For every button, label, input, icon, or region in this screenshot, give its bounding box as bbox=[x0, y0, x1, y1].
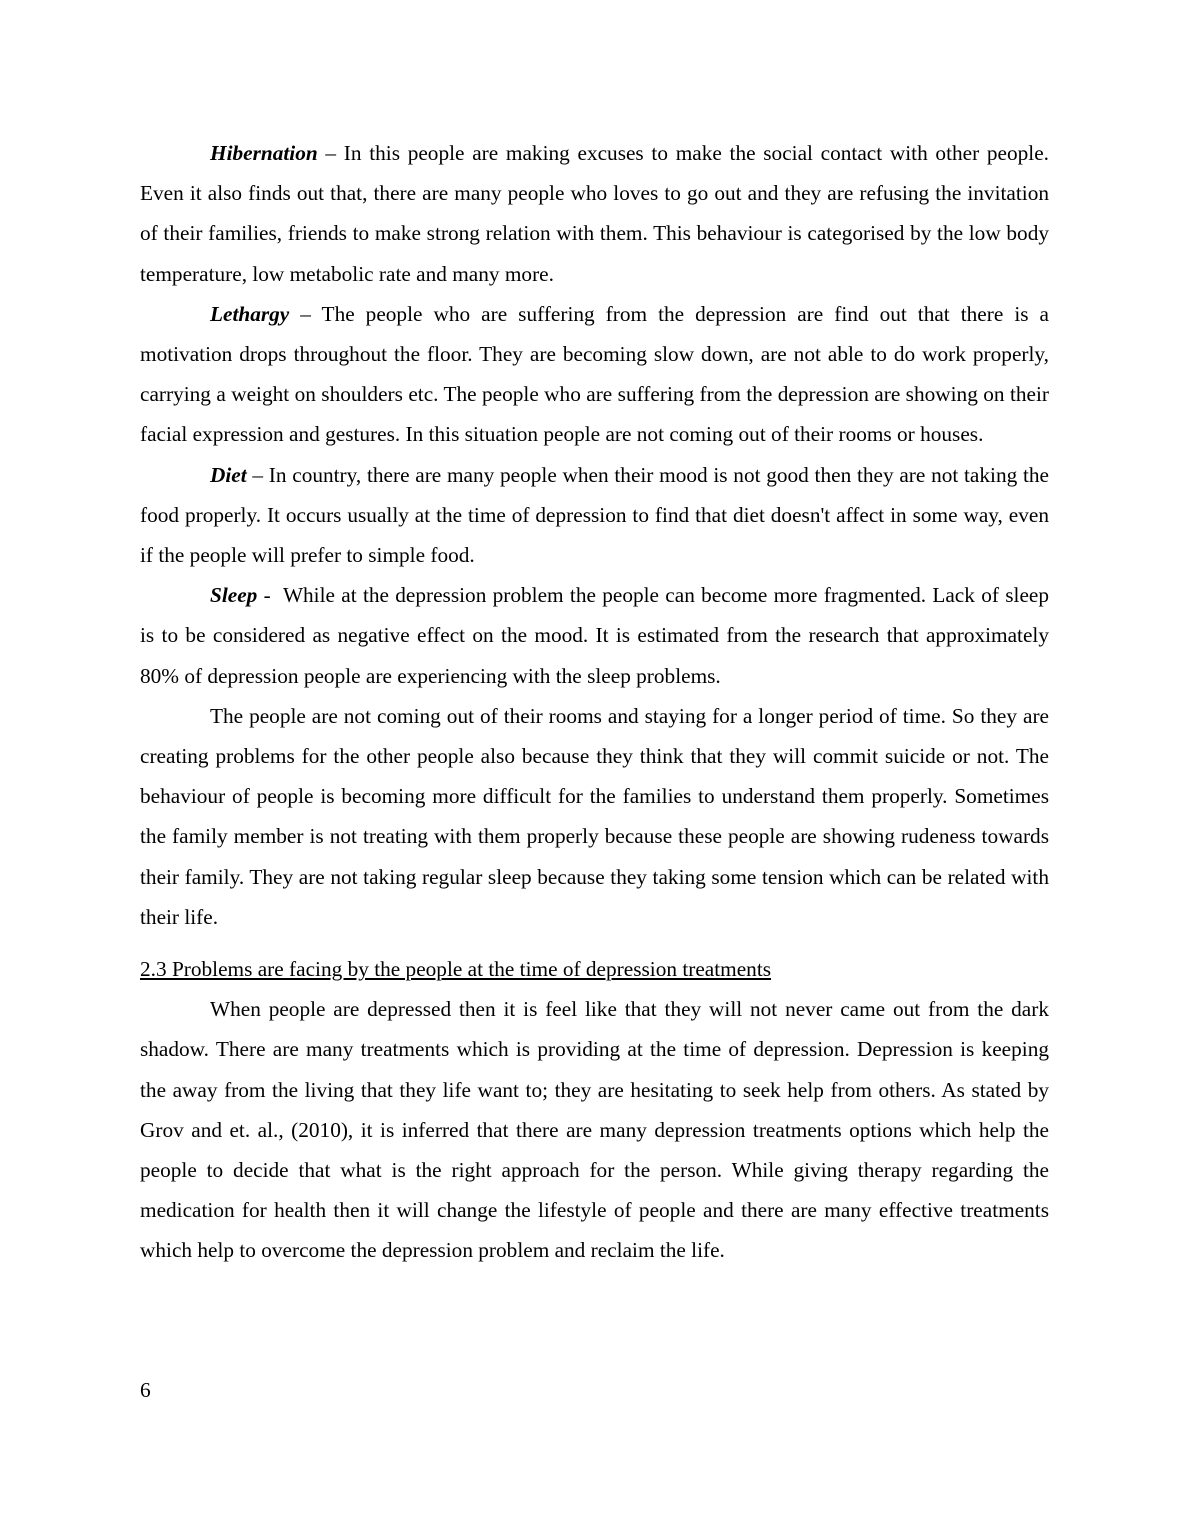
paragraph-hibernation bbox=[140, 133, 1049, 294]
paragraph-treatments: When people are depressed then it is feel like that they will not never came out from the dark shadow. There are many treatments which is providing at the time of depression. Depression is keeping the away from the living that they life want to; they are hesitating to seek help from others. As stated by Grov and et. al., (2010), it is inferred that there are many depression treatments options which help the people to decide that what is the right approach for the person. While giving therapy regarding the medication for health then it will change the lifestyle of people and there are many effective treatments which help to overcome the depression problem and reclaim the life. bbox=[140, 997, 1049, 1263]
paragraph-diet bbox=[140, 455, 1049, 576]
term-diet: Diet bbox=[210, 462, 247, 487]
term-lethargy: Lethargy bbox=[210, 301, 290, 326]
paragraph-behaviour-text: The people are not coming out of their rooms and staying for a longer period of time. So they are creating problems for the other people also because they think that they will commit suicide or not. The behaviour of people is becoming more difficult for the families to understand them properly. Sometimes the family member is not treating with them properly because these people are showing rudeness towards their family. They are not taking regular sleep because they taking some tension which can be related with their life. bbox=[140, 703, 1049, 929]
paragraph-sleep bbox=[140, 575, 1055, 696]
paragraph-hibernation-text: – In this people are making excuses to make the social contact with other people. Even it also finds out that, there are many people who loves to go out and they are refusing the invitation of their families, friends to make strong relation with them. This behaviour is categorised by the low body temperature, low metabolic rate and many more. bbox=[140, 141, 1049, 286]
page-number: 6 bbox=[140, 1378, 151, 1402]
paragraph-diet-text: – In country, there are many people when their mood is not good then they are not taking the food properly. It occurs usually at the time of depression to find that diet doesn't affect in some way, even if the people will prefer to simple food. bbox=[140, 462, 1049, 568]
paragraph-lethargy-text: – The people who are suffering from the depression are find out that there is a motivation drops throughout the floor. They are becoming slow down, are not able to do work properly, carrying a weight on shoulders etc. The people who are suffering from the depression are showing on their facial expression and gestures. In this situation people are not coming out of their rooms or houses. bbox=[140, 301, 1049, 447]
paragraph-sleep-text: - While at the depression problem the people can become more fragmented. Lack of sleep is to be considered as negative effect on the mood. It is estimated from the research that approximately 80% of depression people are experiencing with the sleep problems. bbox=[140, 583, 1055, 688]
term-hibernation: Hibernation bbox=[210, 141, 318, 165]
term-sleep: Sleep bbox=[210, 583, 258, 608]
paragraph-lethargy bbox=[140, 294, 1049, 455]
section-heading: 2.3 Problems are facing by the people at the time of depression treatments bbox=[140, 957, 772, 982]
page-body bbox=[140, 133, 1055, 1271]
paragraph-behaviour bbox=[140, 696, 1049, 937]
